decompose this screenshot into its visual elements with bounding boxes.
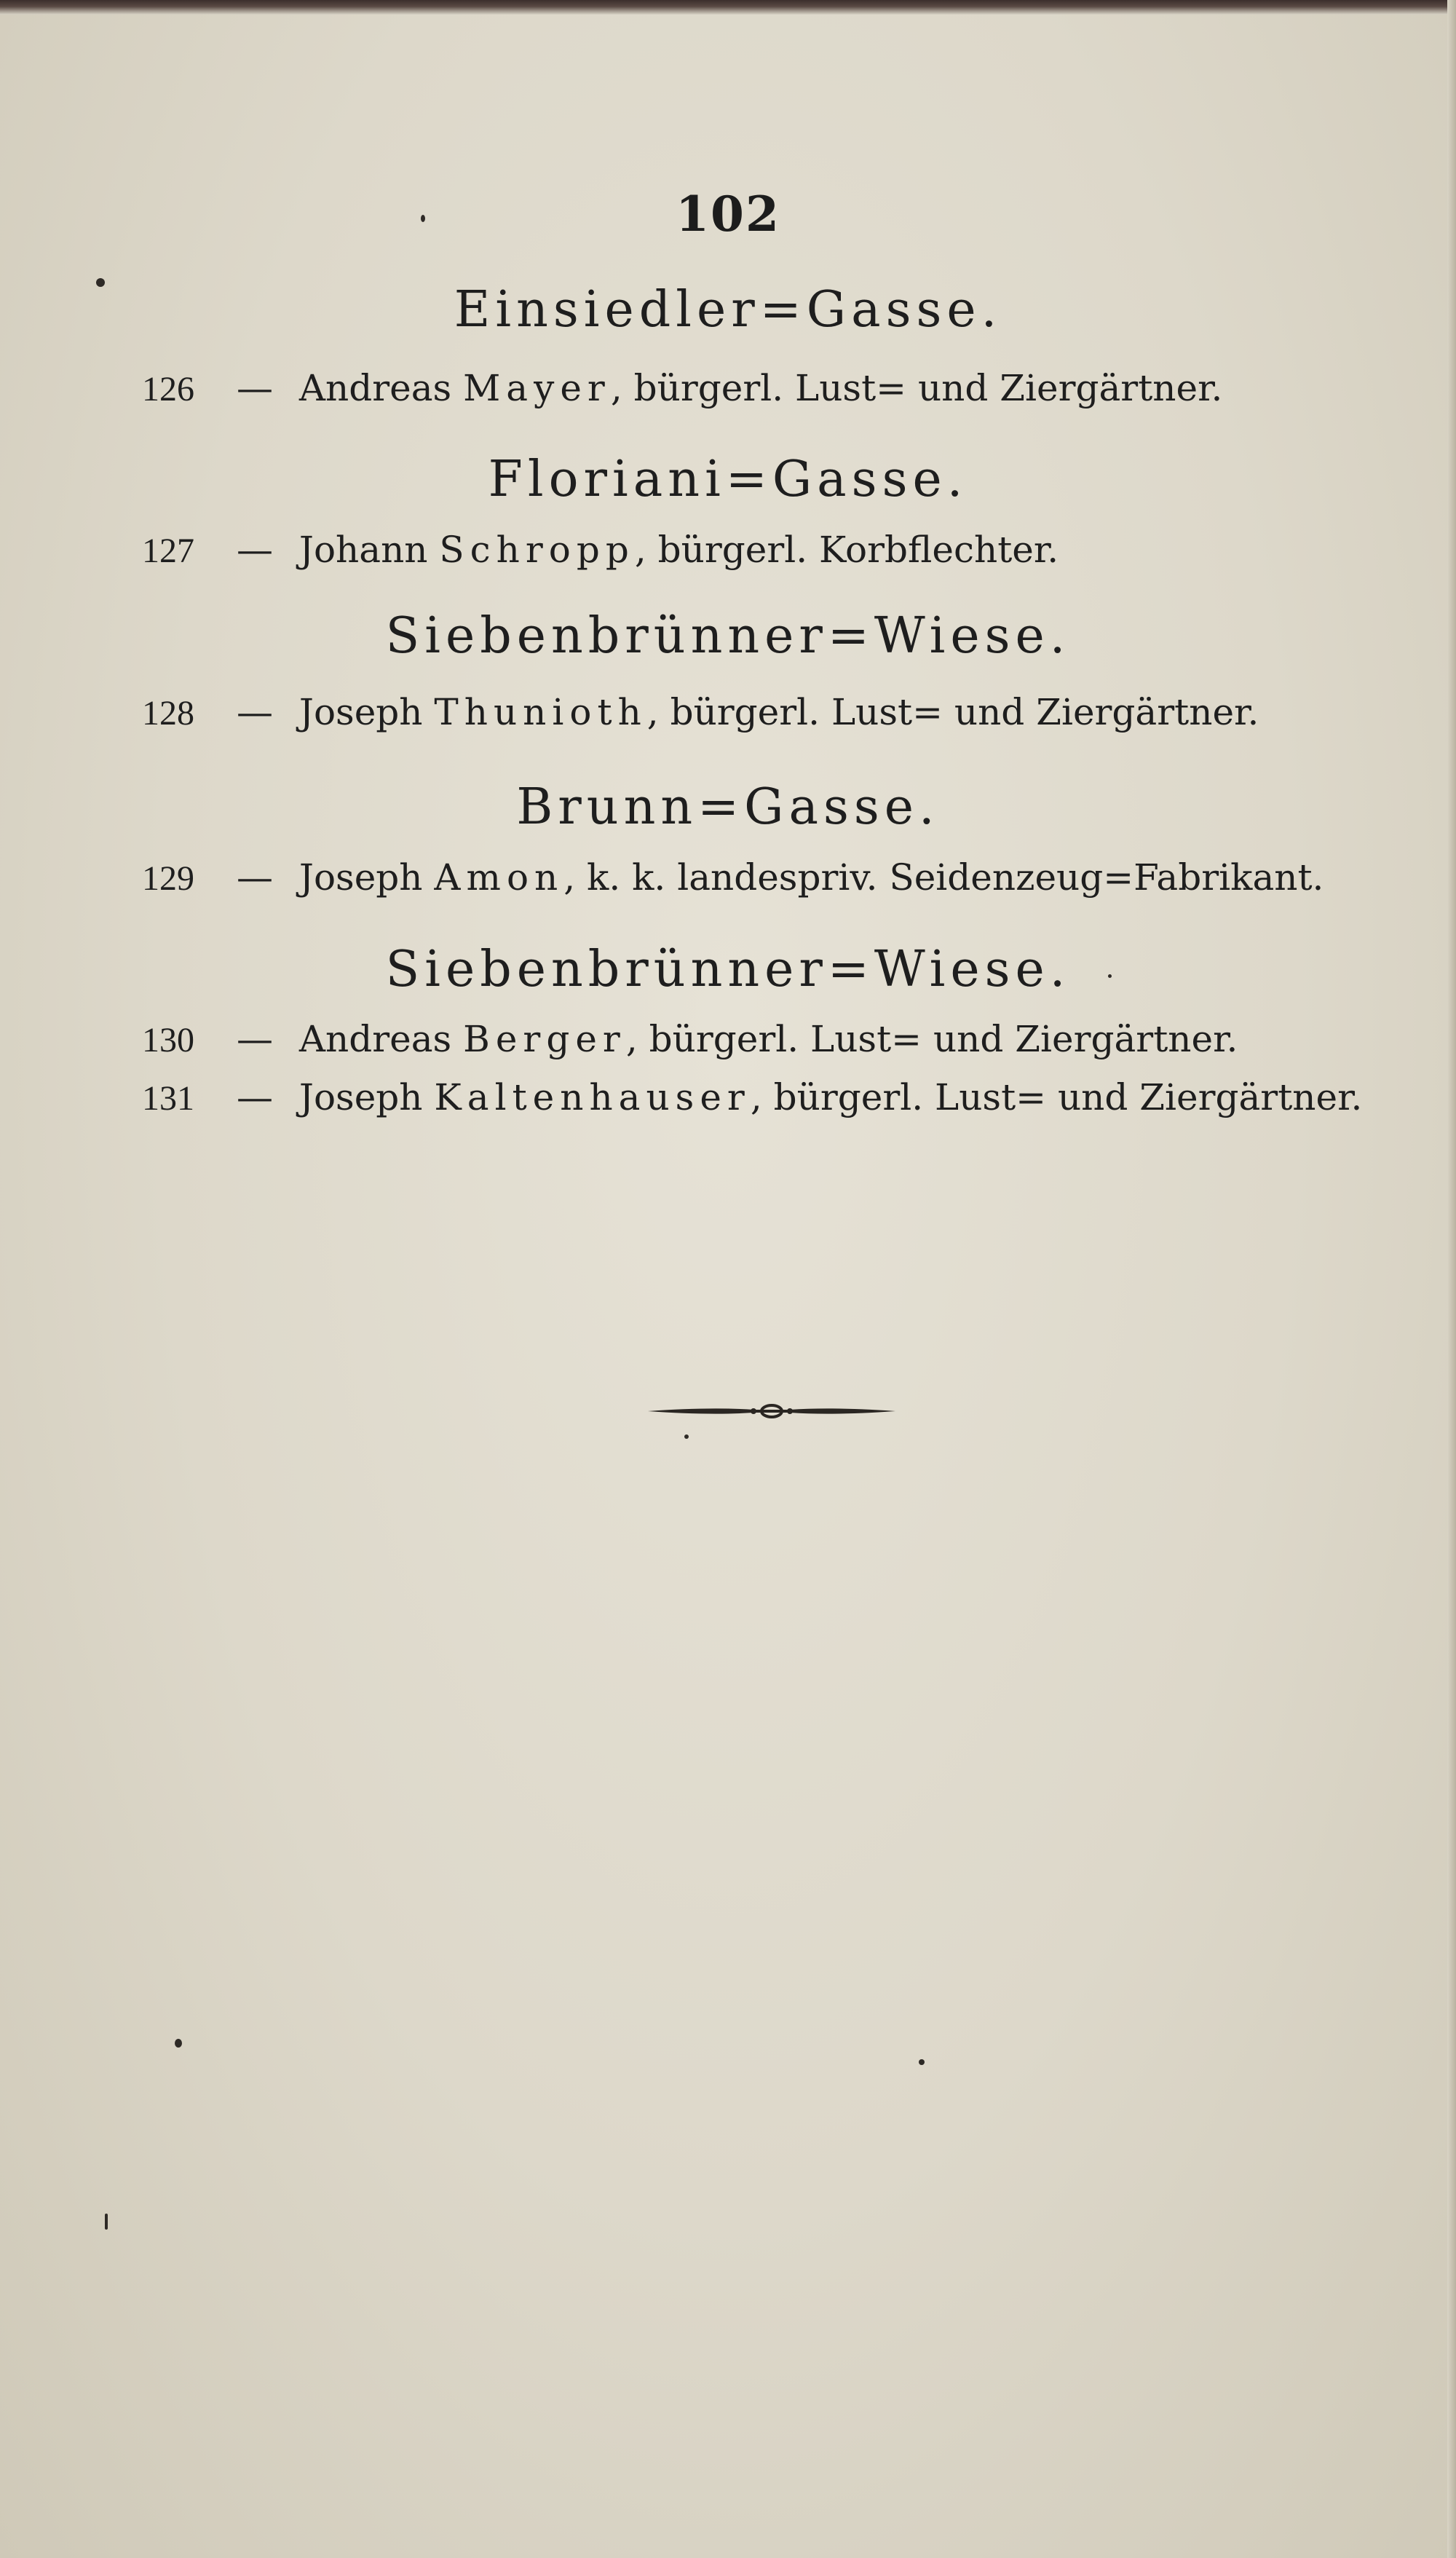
paper-speck: [684, 1434, 689, 1439]
entry-description: , bürgerl. Korbflechter.: [634, 529, 1059, 571]
entry-description: , bürgerl. Lust= und Ziergärtner.: [750, 1076, 1363, 1118]
entry-description: , bürgerl. Lust= und Ziergärtner.: [610, 367, 1223, 409]
register-entry: [142, 1076, 1363, 1118]
entry-number: 128: [142, 694, 194, 733]
entry-surname: Thunioth: [434, 691, 647, 733]
entry-dash: —: [237, 1076, 273, 1118]
section-heading: Siebenbrünner=Wiese.: [385, 941, 1071, 998]
entry-dash: —: [237, 1018, 273, 1060]
register-entry: [142, 856, 1324, 899]
entry-dash: —: [237, 691, 273, 733]
paper-speck: [175, 2039, 182, 2048]
entry-surname: Kaltenhauser: [434, 1076, 751, 1118]
entry-first-name: Andreas: [298, 1018, 452, 1060]
entry-first-name: Andreas: [298, 367, 452, 409]
page-top-edge: [0, 0, 1456, 15]
entry-surname: Mayer: [463, 367, 611, 409]
paper-speck: [919, 2059, 925, 2065]
section-heading: Siebenbrünner=Wiese.: [385, 607, 1071, 665]
entry-surname: Amon: [434, 856, 564, 899]
entry-description: , bürgerl. Lust= und Ziergärtner.: [646, 691, 1259, 733]
entry-number: 131: [142, 1079, 194, 1118]
entry-description: , bürgerl. Lust= und Ziergärtner.: [625, 1018, 1238, 1060]
register-entry: [142, 1018, 1238, 1060]
entry-first-name: Joseph: [298, 691, 423, 733]
entry-number: 129: [142, 859, 194, 898]
page-right-edge: [1447, 0, 1456, 2558]
entry-description: , k. k. landespriv. Seidenzeug=Fabrikant.: [563, 856, 1324, 899]
paper-speck: [105, 2214, 108, 2230]
paper-speck: [421, 215, 425, 222]
entry-number: 130: [142, 1021, 194, 1059]
page-number: 102: [676, 186, 780, 242]
section-heading: Einsiedler=Gasse.: [454, 281, 1002, 339]
entry-surname: Berger: [463, 1018, 626, 1060]
register-entry: [142, 691, 1259, 733]
entry-number: 127: [142, 532, 194, 570]
entry-dash: —: [237, 529, 273, 571]
entry-number: 126: [142, 370, 194, 408]
register-entry: [142, 367, 1223, 409]
paper-speck: [96, 278, 105, 287]
entry-first-name: Johann: [298, 529, 428, 571]
register-entry: [142, 529, 1059, 571]
entry-dash: —: [237, 856, 273, 899]
section-heading: Brunn=Gasse.: [516, 778, 940, 836]
ornament-divider-icon: [644, 1397, 899, 1426]
section-heading: Floriani=Gasse.: [488, 451, 968, 508]
entry-dash: —: [237, 367, 273, 409]
entry-first-name: Joseph: [298, 1076, 423, 1118]
entry-surname: Schropp: [439, 529, 635, 571]
paper-speck: [1108, 974, 1112, 978]
entry-first-name: Joseph: [298, 856, 423, 899]
